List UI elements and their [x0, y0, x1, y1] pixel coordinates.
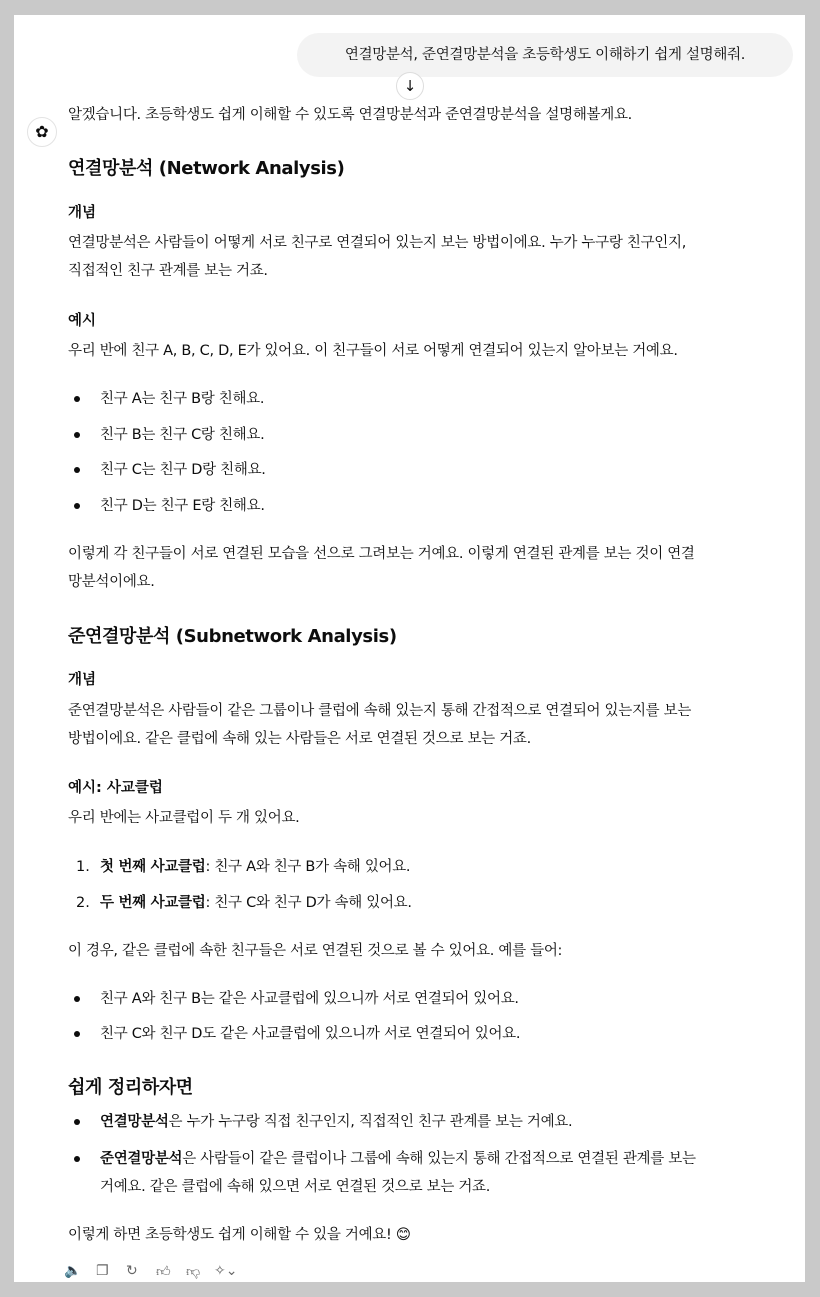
closing-line: 이렇게 하면 초등학생도 쉽게 이해할 수 있을 거예요!: [68, 1227, 392, 1243]
bullet-icon: [74, 432, 80, 438]
list-item: 친구 C는 친구 D랑 친해요.: [100, 462, 266, 478]
bullet-icon: [74, 1156, 80, 1162]
paragraph-line: 준연결망분석은 사람들이 같은 그룹이나 클럽에 속해 있는지 통해 간접적으로 연결되어 있는지를 보는: [68, 703, 692, 719]
ordered-item: [100, 853, 410, 881]
paragraph-line: 망분석이에요.: [68, 574, 155, 590]
bullet-icon: [74, 1031, 80, 1037]
club-members: : 친구 C와 친구 D가 속해 있어요.: [205, 895, 412, 911]
subheading: 개념: [68, 205, 97, 221]
definition: 은 사람들이 같은 클럽이나 그룹에 속해 있는지 통해 간접적으로 연결된 관계를 보는: [182, 1151, 696, 1167]
smile-icon: 😊: [395, 1227, 411, 1243]
bullet-icon: [74, 396, 80, 402]
list-item: [100, 1145, 696, 1201]
list-number: 1.: [76, 859, 90, 875]
speaker-icon[interactable]: 🔈: [64, 1263, 82, 1279]
thumbs-down-icon[interactable]: 👎︎: [186, 1264, 201, 1280]
bullet-icon: [74, 996, 80, 1002]
intro-text: 알겠습니다. 초등학생도 쉽게 이해할 수 있도록 연결망분석과 준연결망분석을 설명해볼게요.: [68, 107, 632, 123]
user-message: 연결망분석, 준연결망분석을 초등학생도 이해하기 쉽게 설명해줘.: [297, 33, 793, 77]
paragraph-line: 방법이에요. 같은 클럽에 속해 있는 사람들은 서로 연결된 것으로 보는 거죠.: [68, 731, 531, 747]
paragraph-line: 직접적인 친구 관계를 보는 거죠.: [68, 263, 268, 279]
paragraph-line: 우리 반에는 사교클럽이 두 개 있어요.: [68, 810, 300, 826]
section-heading: 쉽게 정리하자면: [68, 1077, 193, 1098]
sparkle-icon[interactable]: ✧⌄: [214, 1263, 238, 1279]
section-heading: 준연결망분석 (Subnetwork Analysis): [68, 626, 397, 647]
club-name: 두 번째 사교클럽: [100, 895, 206, 911]
bullet-icon: [74, 503, 80, 509]
club-members: : 친구 A와 친구 B가 속해 있어요.: [205, 859, 411, 875]
assistant-avatar-icon: ✿: [27, 117, 57, 147]
closing-text: [68, 1221, 411, 1249]
subheading: 개념: [68, 672, 97, 688]
list-item: [100, 1108, 572, 1136]
list-item: 친구 D는 친구 E랑 친해요.: [100, 498, 265, 514]
paragraph-line: 우리 반에 친구 A, B, C, D, E가 있어요. 이 친구들이 서로 어떻게 연결되어 있는지 알아보는 거예요.: [68, 343, 678, 359]
list-item: 친구 B는 친구 C랑 친해요.: [100, 427, 265, 443]
regenerate-icon[interactable]: ↻: [126, 1263, 138, 1279]
bullet-icon: [74, 467, 80, 473]
term: 준연결망분석: [100, 1151, 183, 1167]
club-name: 첫 번째 사교클럽: [100, 859, 206, 875]
definition: 거예요. 같은 클럽에 속해 있으면 서로 연결된 것으로 보는 거죠.: [100, 1179, 491, 1195]
copy-icon[interactable]: ❐: [96, 1263, 109, 1279]
list-item: 친구 A와 친구 B는 같은 사교클럽에 있으니까 서로 연결되어 있어요.: [100, 991, 519, 1007]
scroll-down-button[interactable]: ↓: [396, 72, 424, 100]
subheading: 예시: 사교클럽: [68, 780, 163, 796]
paragraph-line: 이 경우, 같은 클럽에 속한 친구들은 서로 연결된 것으로 볼 수 있어요. 예를 들어:: [68, 943, 563, 959]
thumbs-up-icon[interactable]: 👍︎: [156, 1264, 171, 1280]
section-heading: 연결망분석 (Network Analysis): [68, 158, 345, 179]
list-item: 친구 A는 친구 B랑 친해요.: [100, 391, 265, 407]
definition: 은 누가 누구랑 직접 친구인지, 직접적인 친구 관계를 보는 거예요.: [168, 1114, 573, 1130]
subheading: 예시: [68, 313, 97, 329]
list-item: 친구 C와 친구 D도 같은 사교클럽에 있으니까 서로 연결되어 있어요.: [100, 1026, 521, 1042]
bullet-icon: [74, 1119, 80, 1125]
term: 연결망분석: [100, 1114, 169, 1130]
list-number: 2.: [76, 895, 90, 911]
paragraph-line: 이렇게 각 친구들이 서로 연결된 모습을 선으로 그려보는 거예요. 이렇게 연결된 관계를 보는 것이 연결: [68, 546, 695, 562]
ordered-item: [100, 889, 412, 917]
paragraph-line: 연결망분석은 사람들이 어떻게 서로 친구로 연결되어 있는지 보는 방법이에요. 누가 누구랑 친구인지,: [68, 235, 687, 251]
